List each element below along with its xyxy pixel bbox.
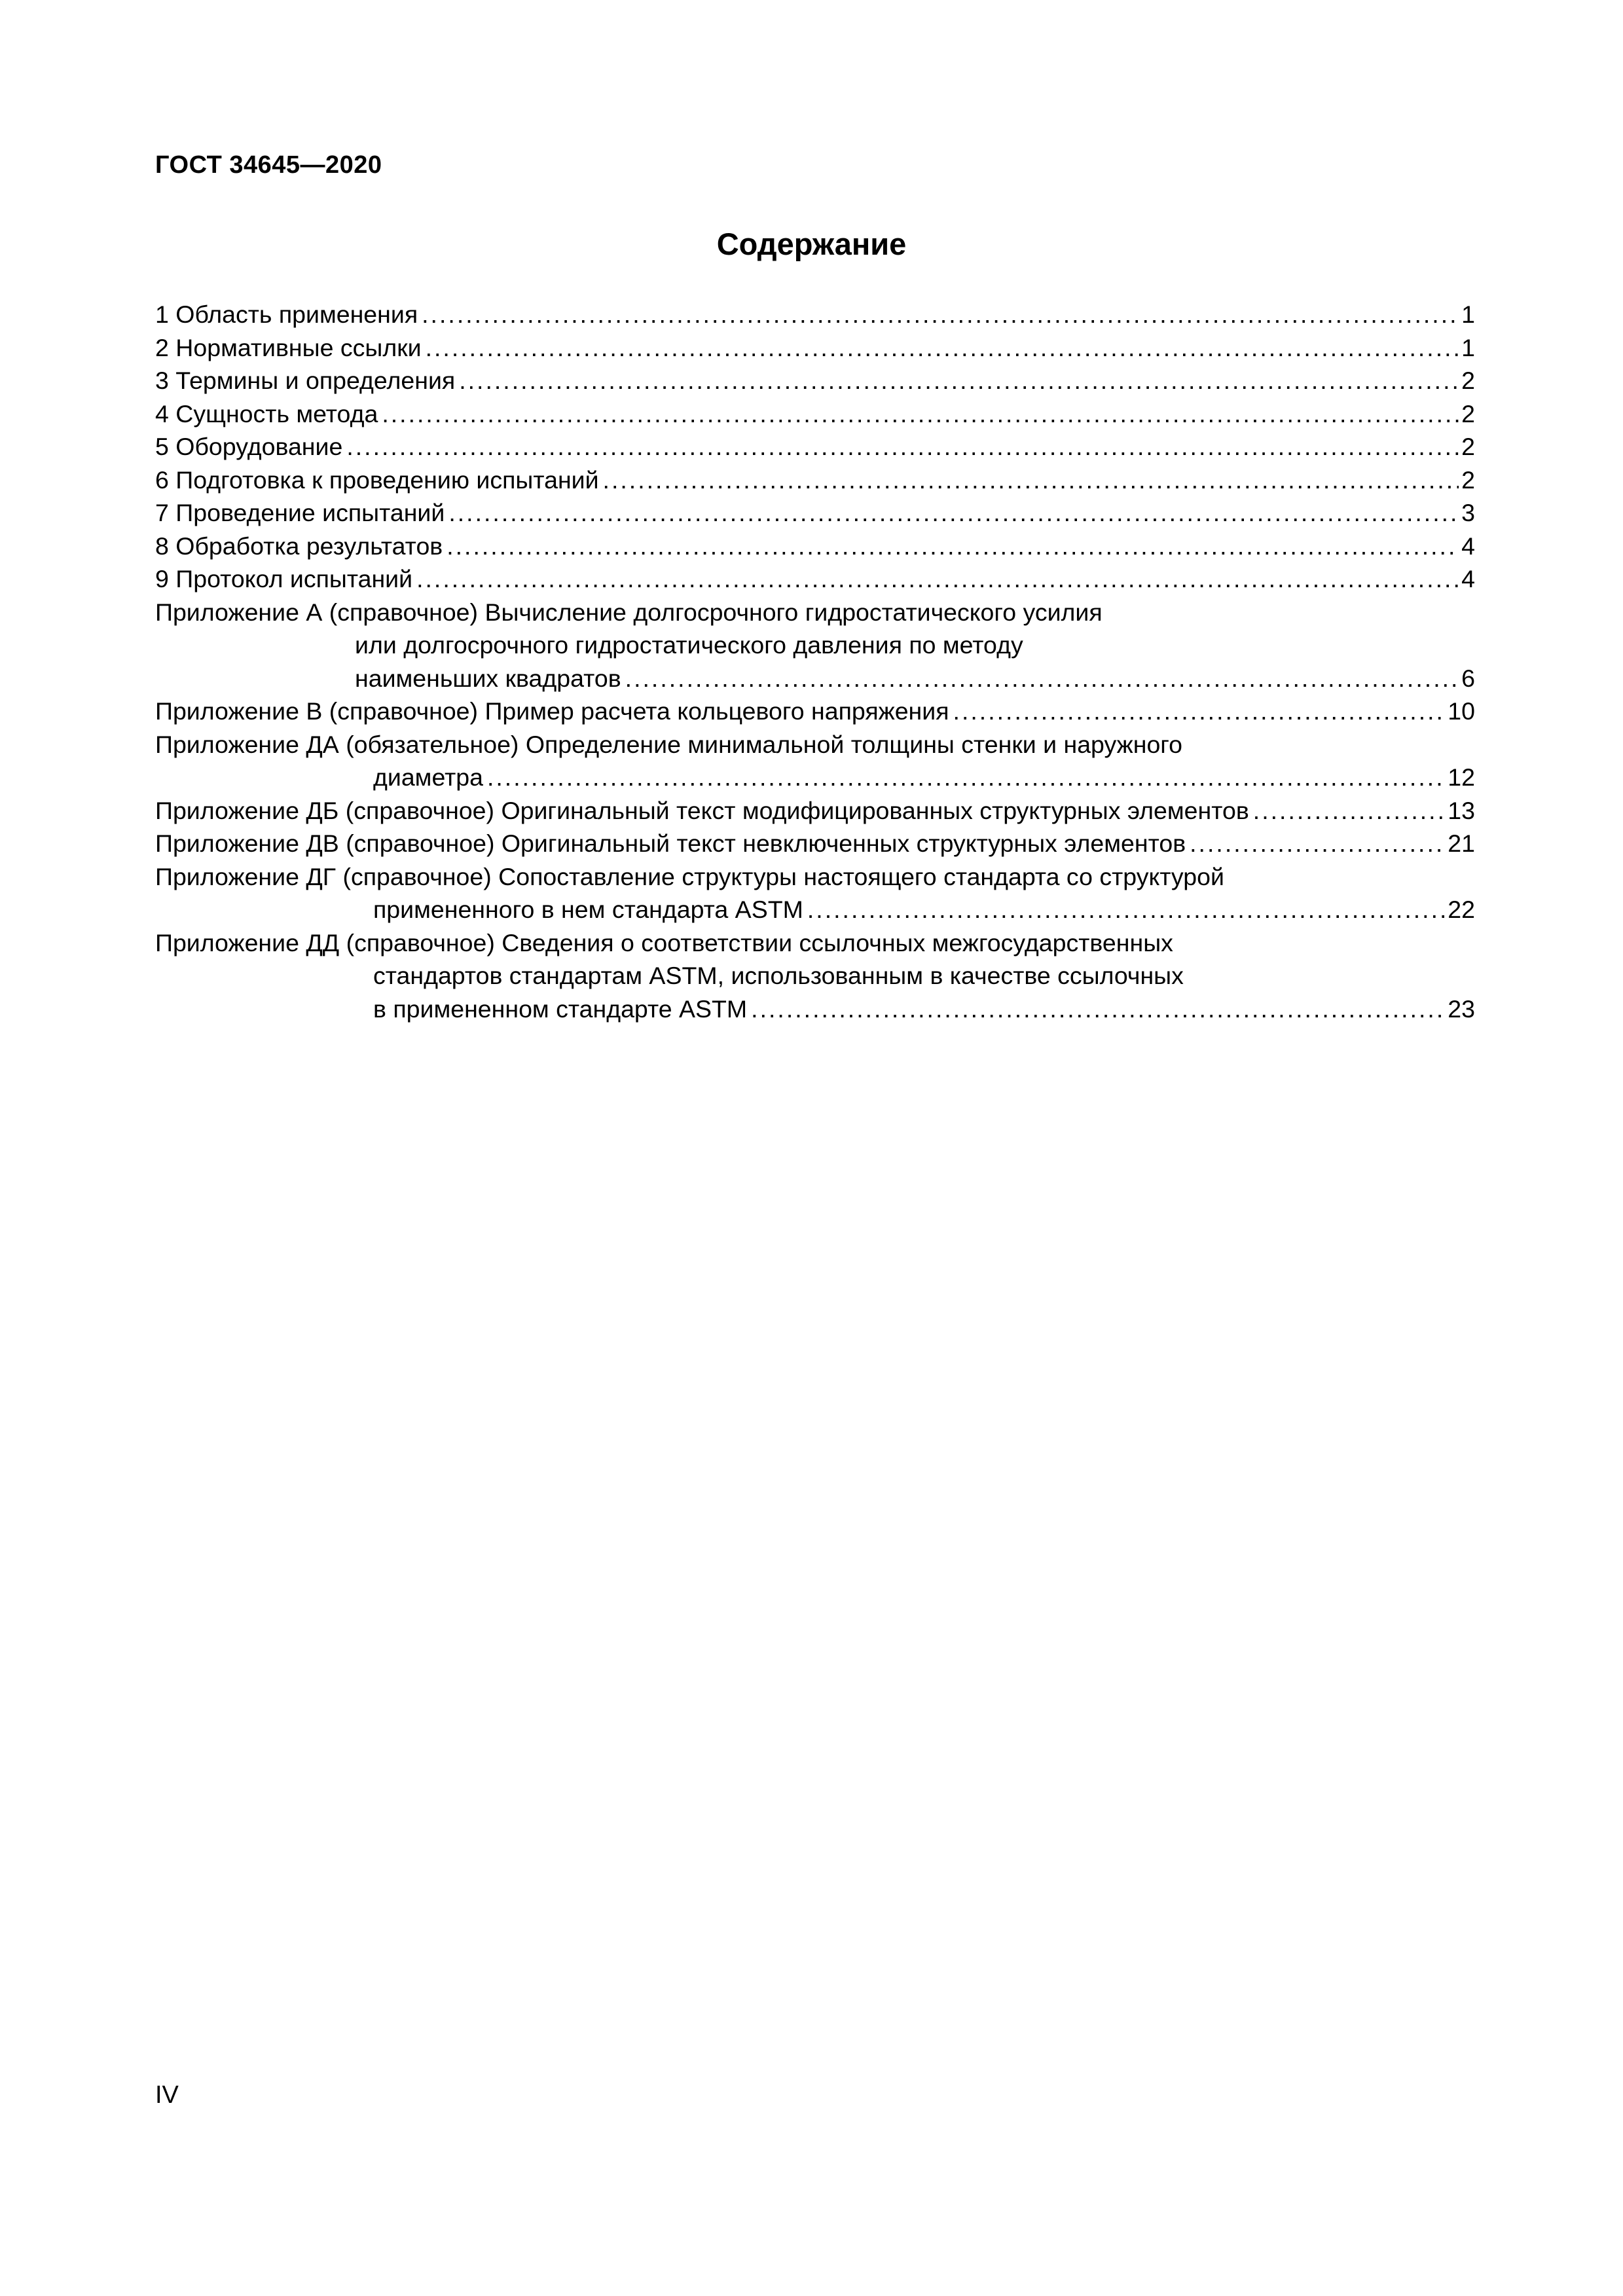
toc-entry-title: 2 Нормативные ссылки: [155, 333, 422, 361]
toc-entry[interactable]: [155, 530, 1475, 563]
toc-entry-page: 2: [1461, 367, 1475, 394]
toc-entry[interactable]: [155, 893, 1475, 926]
dot-leader: [448, 496, 1459, 530]
toc-entry-line: Приложение ДГ (справочное) Сопоставление структуры настоящего стандарта со структурой: [155, 862, 1224, 890]
dot-leader: [603, 464, 1459, 497]
toc-entry-title: 6 Подготовка к проведению испытаний: [155, 465, 599, 494]
dot-leader: [426, 331, 1459, 365]
toc-entry-title: 4 Сущность метода: [155, 399, 378, 428]
toc-entry-page: 3: [1461, 499, 1475, 526]
toc-entry-page: 22: [1448, 896, 1475, 923]
dot-leader: [625, 662, 1459, 695]
toc-entry-line: стандартов стандартам ASTM, использованным в качестве ссылочных: [373, 962, 1184, 989]
toc-entry[interactable]: [155, 827, 1475, 860]
dot-leader: [1190, 827, 1445, 860]
toc-entry[interactable]: [155, 496, 1475, 530]
dot-leader: [953, 695, 1446, 728]
dot-leader: [447, 530, 1459, 563]
page-number: IV: [155, 2081, 179, 2109]
toc-entry-title: 7 Проведение испытаний: [155, 499, 445, 526]
toc-entry-page: 21: [1448, 829, 1475, 857]
toc-entry-page: 13: [1448, 796, 1475, 824]
toc-entry-title: 8 Обработка результатов: [155, 532, 443, 560]
toc-entry-page: 10: [1448, 697, 1475, 725]
toc-entry-line: или долгосрочного гидростатического давления по методу: [355, 631, 1023, 659]
toc-entry-title: 3 Термины и определения: [155, 367, 456, 394]
toc-entry-page: 1: [1461, 301, 1475, 328]
dot-leader: [487, 761, 1445, 794]
toc-entry[interactable]: [155, 562, 1475, 596]
toc-entry[interactable]: [155, 794, 1475, 828]
toc-entry-page: 23: [1448, 994, 1475, 1023]
toc-entry[interactable]: [155, 430, 1475, 464]
toc-title: Содержание: [716, 227, 907, 261]
toc-entry[interactable]: [155, 298, 1475, 331]
toc-entry-title: 9 Протокол испытаний: [155, 565, 413, 592]
dot-leader: [1253, 794, 1445, 828]
toc-entry[interactable]: [155, 331, 1475, 365]
toc-entry-line: Приложение ДД (справочное) Сведения о соответствии ссылочных межгосударственных: [155, 928, 1173, 957]
dot-leader: [807, 893, 1445, 926]
toc-entry-page: 1: [1461, 333, 1475, 361]
toc-entry-title: примененного в нем стандарта ASTM: [373, 896, 803, 923]
toc-entry[interactable]: [155, 761, 1475, 794]
table-of-contents: [155, 298, 1475, 1025]
toc-entry-page: 6: [1461, 664, 1475, 692]
toc-entry-page: 4: [1461, 532, 1475, 560]
toc-entry-line: Приложение ДА (обязательное) Определение минимальной толщины стенки и наружного: [155, 730, 1183, 758]
toc-entry[interactable]: [155, 993, 1475, 1026]
toc-entry[interactable]: [155, 364, 1475, 397]
toc-entry[interactable]: [155, 662, 1475, 695]
toc-entry[interactable]: [155, 695, 1475, 728]
toc-entry-title: Приложение ДБ (справочное) Оригинальный текст модифицированных структурных элементов: [155, 796, 1249, 824]
toc-entry-title: Приложение В (справочное) Пример расчета кольцевого напряжения: [155, 697, 949, 725]
toc-entry-page: 2: [1461, 433, 1475, 460]
toc-entry-title: наименьших квадратов: [355, 664, 621, 692]
toc-entry[interactable]: [155, 397, 1475, 431]
toc-entry-page: 2: [1461, 399, 1475, 428]
toc-entry-page: 12: [1448, 763, 1475, 791]
dot-leader: [416, 562, 1459, 596]
toc-entry-title: Приложение ДВ (справочное) Оригинальный текст невключенных структурных элементов: [155, 829, 1186, 857]
dot-leader: [346, 430, 1459, 464]
toc-entry-page: 2: [1461, 465, 1475, 494]
toc-entry-title: 1 Область применения: [155, 301, 418, 328]
dot-leader: [751, 993, 1445, 1026]
toc-entry-page: 4: [1461, 565, 1475, 592]
toc-entry[interactable]: [155, 464, 1475, 497]
toc-entry-title: диаметра: [373, 763, 483, 791]
toc-entry-line: Приложение А (справочное) Вычисление долгосрочного гидростатического усилия: [155, 598, 1103, 626]
document-code: ГОСТ 34645—2020: [155, 151, 382, 179]
dot-leader: [459, 364, 1459, 397]
toc-entry-title: 5 Оборудование: [155, 433, 343, 460]
toc-entry-title: в примененном стандарте ASTM: [373, 994, 748, 1023]
dot-leader: [382, 397, 1459, 431]
dot-leader: [422, 298, 1459, 331]
